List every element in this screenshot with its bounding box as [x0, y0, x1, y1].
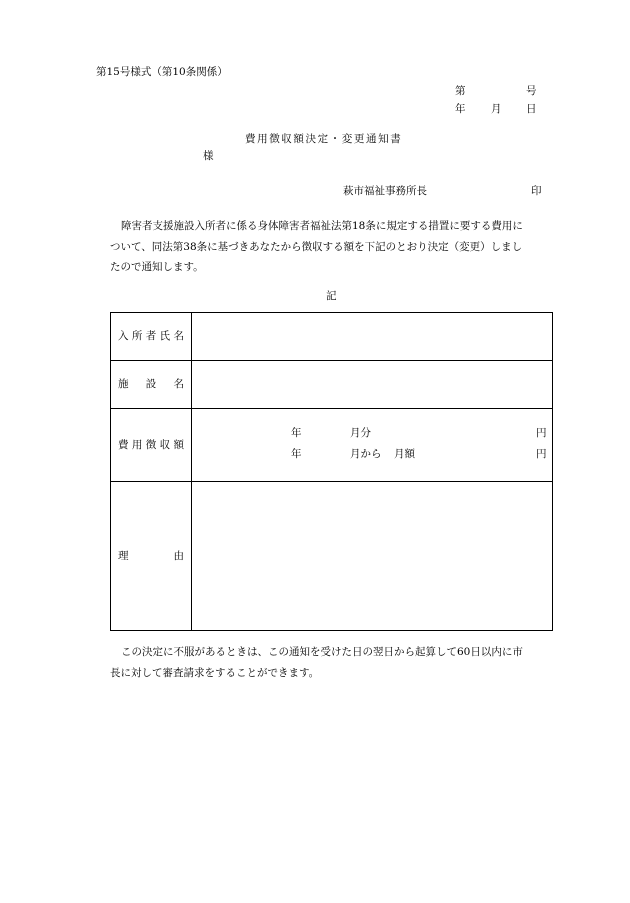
label-char: 徴: [145, 438, 157, 451]
label-char: 所: [131, 330, 143, 343]
appeal-notice: [110, 642, 570, 683]
date-year: 年: [455, 103, 466, 115]
label-char: 収: [159, 438, 171, 451]
label-char: 名: [173, 378, 184, 391]
reason-value: [192, 482, 553, 631]
fee-row2-year: 年: [291, 448, 302, 460]
body-text-line3: たので通知します。: [110, 261, 204, 273]
document-title: 費用徴収額決定・変更通知書: [245, 133, 403, 145]
facility-name-label: [111, 361, 192, 409]
label-char: 者: [145, 330, 157, 343]
recipient-honorific: 様: [203, 150, 214, 162]
date-month: 月: [491, 103, 502, 115]
label-char: 設: [145, 378, 157, 391]
seal-mark: 印: [531, 185, 542, 197]
issuer-name: 萩市福祉事務所長: [343, 185, 427, 197]
table-row-resident-name: [111, 313, 553, 361]
label-char: 氏: [159, 330, 171, 343]
label-char: 用: [131, 438, 143, 451]
label-char: 費: [118, 438, 129, 451]
table-row-fee: [111, 409, 553, 482]
reason-label: [111, 482, 192, 631]
label-char: 額: [173, 438, 184, 451]
label-char: 名: [173, 330, 184, 343]
fee-row1-yen: 円: [536, 427, 547, 439]
fee-row2-yen: 円: [536, 448, 547, 460]
details-table: [110, 312, 553, 631]
fee-label: [111, 409, 192, 482]
label-char: 施: [118, 378, 129, 391]
appeal-line1: この決定に不服があるときは、この通知を受けた日の翌日から起算して60日以内に市: [121, 646, 523, 658]
resident-name-value: [192, 313, 553, 361]
fee-row1-year: 年: [291, 427, 302, 439]
body-text-line1: 障害者支援施設入所者に係る身体障害者福祉法第18条に規定する措置に要する費用に: [121, 220, 523, 232]
resident-name-label: [111, 313, 192, 361]
doc-number-suffix: 号: [526, 85, 537, 97]
label-char: 理: [118, 549, 129, 562]
appeal-line2: 長に対して審査請求をすることができます。: [110, 666, 320, 679]
facility-name-value: [192, 361, 553, 409]
form-number-label: 第15号様式（第10条関係）: [96, 66, 228, 78]
table-row-facility-name: [111, 361, 553, 409]
date-day: 日: [526, 103, 537, 115]
body-paragraph: [110, 216, 570, 278]
fee-row2-month: 月から: [350, 448, 382, 460]
label-char: 入: [118, 330, 129, 343]
ki-heading: 記: [326, 290, 337, 302]
doc-number-prefix: 第: [455, 85, 466, 97]
fee-value: [192, 409, 553, 482]
body-text-line2: ついて、同法第38条に基づきあなたから徴収する額を下記のとおり決定（変更）しまし: [110, 240, 523, 253]
fee-row2-monthly: 月額: [394, 448, 415, 460]
table-row-reason: [111, 482, 553, 631]
label-char: 由: [173, 549, 184, 562]
fee-row1-month: 月分: [350, 427, 371, 439]
